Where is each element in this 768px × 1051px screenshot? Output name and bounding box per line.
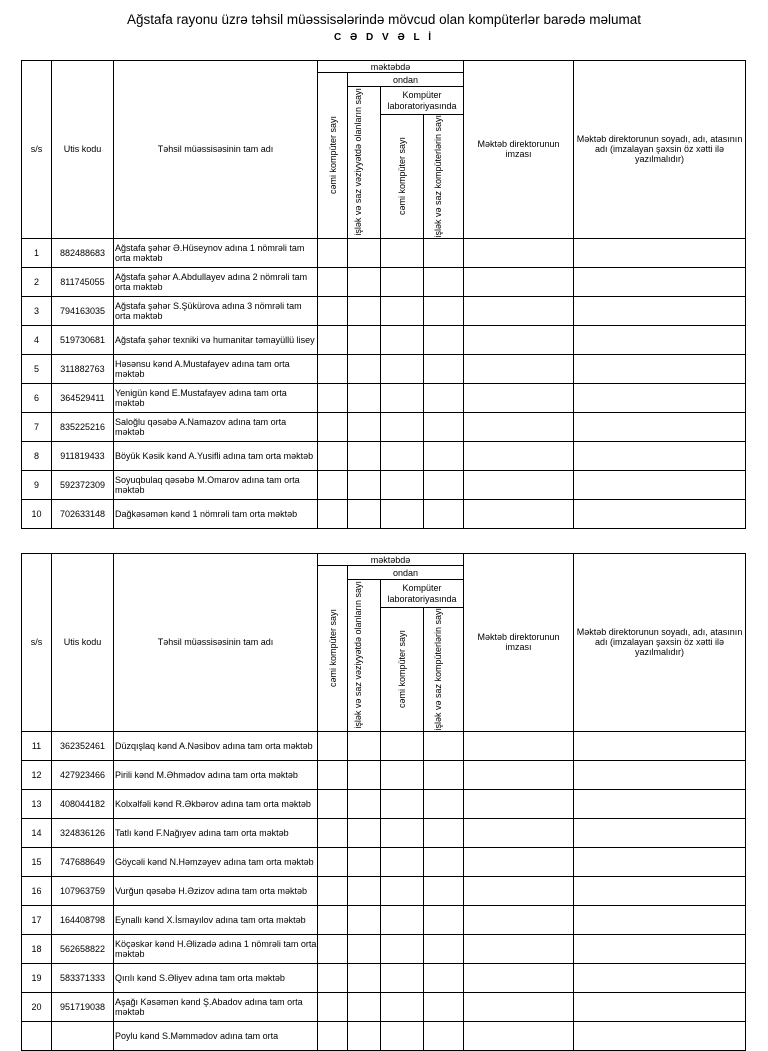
header-lab-total: cəmi kompüter sayı: [381, 115, 424, 239]
utis-code: 427923466: [52, 760, 114, 789]
director-signature-cell: [464, 760, 574, 789]
lab-working-cell: [424, 818, 464, 847]
director-fullname-cell: [574, 470, 746, 499]
total-computers-cell: [318, 963, 348, 992]
lab-total-cell: [381, 876, 424, 905]
header-lab-working: işlək və saz kompüterlərin sayı: [424, 608, 464, 732]
lab-working-cell: [424, 789, 464, 818]
row-number: 19: [22, 963, 52, 992]
lab-total-cell: [381, 296, 424, 325]
lab-working-cell: [424, 731, 464, 760]
director-fullname-cell: [574, 383, 746, 412]
table-row: [22, 876, 746, 905]
working-computers-cell: [348, 441, 381, 470]
lab-working-cell: [424, 1021, 464, 1050]
institution-name: Aşağı Kəsəmən kənd Ş.Abadov adına tam orta məktəb: [114, 992, 318, 1021]
total-computers-cell: [318, 383, 348, 412]
institution-name: Yenigün kənd E.Mustafayev adına tam orta məktəb: [114, 383, 318, 412]
lab-working-cell: [424, 441, 464, 470]
row-number: 20: [22, 992, 52, 1021]
table-row: [22, 354, 746, 383]
director-signature-cell: [464, 441, 574, 470]
director-signature-cell: [464, 383, 574, 412]
total-computers-cell: [318, 818, 348, 847]
working-computers-cell: [348, 731, 381, 760]
lab-total-cell: [381, 731, 424, 760]
row-number: 17: [22, 905, 52, 934]
table-row: [22, 789, 746, 818]
institution-name: Düzqışlaq kənd A.Nəsibov adına tam orta məktəb: [114, 731, 318, 760]
utis-code: 562658822: [52, 934, 114, 963]
director-signature-cell: [464, 818, 574, 847]
header-lab-working: işlək və saz kompüterlərin sayı: [424, 115, 464, 239]
working-computers-cell: [348, 238, 381, 267]
table-row: [22, 905, 746, 934]
director-signature-cell: [464, 412, 574, 441]
working-computers-cell: [348, 934, 381, 963]
director-fullname-cell: [574, 296, 746, 325]
row-number: 11: [22, 731, 52, 760]
institution-name: Dağkəsəmən kənd 1 nömrəli tam orta məktəb: [114, 499, 318, 528]
working-computers-cell: [348, 963, 381, 992]
working-computers-cell: [348, 876, 381, 905]
row-number: 13: [22, 789, 52, 818]
director-fullname-cell: [574, 267, 746, 296]
total-computers-cell: [318, 325, 348, 354]
lab-working-cell: [424, 499, 464, 528]
table-row: [22, 818, 746, 847]
director-fullname-cell: [574, 818, 746, 847]
institution-name: Həsənsu kənd A.Mustafayev adına tam orta məktəb: [114, 354, 318, 383]
institution-name: Böyük Kəsik kənd A.Yusifli adına tam orta məktəb: [114, 441, 318, 470]
lab-total-cell: [381, 1021, 424, 1050]
director-signature-cell: [464, 731, 574, 760]
working-computers-cell: [348, 354, 381, 383]
working-computers-cell: [348, 1021, 381, 1050]
utis-code: 747688649: [52, 847, 114, 876]
header-computer-lab: Kompüter laboratoriyasında: [381, 580, 464, 608]
row-number: 5: [22, 354, 52, 383]
lab-working-cell: [424, 354, 464, 383]
director-signature-cell: [464, 992, 574, 1021]
table-row: [22, 296, 746, 325]
director-signature-cell: [464, 789, 574, 818]
utis-code: 794163035: [52, 296, 114, 325]
working-computers-cell: [348, 325, 381, 354]
director-signature-cell: [464, 847, 574, 876]
director-fullname-cell: [574, 499, 746, 528]
director-fullname-cell: [574, 934, 746, 963]
total-computers-cell: [318, 412, 348, 441]
header-at-school: məktəbdə: [318, 61, 464, 73]
director-signature-cell: [464, 325, 574, 354]
director-fullname-cell: [574, 412, 746, 441]
utis-code: 408044182: [52, 789, 114, 818]
working-computers-cell: [348, 470, 381, 499]
header-lab-total: cəmi kompüter sayı: [381, 608, 424, 732]
total-computers-cell: [318, 441, 348, 470]
institution-name: Qırılı kənd S.Əliyev adına tam orta məktəb: [114, 963, 318, 992]
institution-name: Ağstafa şəhər S.Şükürova adına 3 nömrəli tam orta məktəb: [114, 296, 318, 325]
utis-code: 811745055: [52, 267, 114, 296]
table-row: [22, 992, 746, 1021]
utis-code: 324836126: [52, 818, 114, 847]
header-at-school: məktəbdə: [318, 554, 464, 566]
row-number: 9: [22, 470, 52, 499]
table-row: [22, 383, 746, 412]
computers-table-2: [21, 553, 746, 1051]
document-title: Ağstafa rayonu üzrə təhsil müəssisələrində mövcud olan kompüterlər barədə məlumat: [126, 12, 641, 27]
total-computers-cell: [318, 1021, 348, 1050]
director-signature-cell: [464, 1021, 574, 1050]
lab-total-cell: [381, 934, 424, 963]
lab-total-cell: [381, 470, 424, 499]
total-computers-cell: [318, 934, 348, 963]
director-signature-cell: [464, 238, 574, 267]
lab-working-cell: [424, 267, 464, 296]
table-row: [22, 731, 746, 760]
header-ss: s/s: [22, 61, 52, 239]
total-computers-cell: [318, 905, 348, 934]
header-institution-name: Təhsil müəssisəsinin tam adı: [114, 554, 318, 732]
working-computers-cell: [348, 296, 381, 325]
total-computers-cell: [318, 296, 348, 325]
row-number: [22, 1021, 52, 1050]
institution-name: Pirili kənd M.Əhmədov adına tam orta məktəb: [114, 760, 318, 789]
row-number: 2: [22, 267, 52, 296]
lab-total-cell: [381, 499, 424, 528]
header-utis-code: Utis kodu: [52, 554, 114, 732]
institution-name: Saloğlu qəsəbə A.Namazov adına tam orta məktəb: [114, 412, 318, 441]
total-computers-cell: [318, 238, 348, 267]
table-row: [22, 412, 746, 441]
institution-name: Eynallı kənd X.İsmayılov adına tam orta məktəb: [114, 905, 318, 934]
director-signature-cell: [464, 963, 574, 992]
header-working-computers: işlək və saz vəziyyətdə olanların sayı: [348, 87, 381, 239]
header-computer-lab: Kompüter laboratoriyasında: [381, 87, 464, 115]
total-computers-cell: [318, 499, 348, 528]
row-number: 14: [22, 818, 52, 847]
table-row: [22, 499, 746, 528]
header-of-which: ondan: [348, 73, 464, 87]
utis-code: 592372309: [52, 470, 114, 499]
header-ss: s/s: [22, 554, 52, 732]
lab-working-cell: [424, 992, 464, 1021]
institution-name: Tatlı kənd F.Nağıyev adına tam orta məktəb: [114, 818, 318, 847]
director-signature-cell: [464, 934, 574, 963]
utis-code: 702633148: [52, 499, 114, 528]
utis-code: 362352461: [52, 731, 114, 760]
table-row: [22, 934, 746, 963]
working-computers-cell: [348, 383, 381, 412]
director-signature-cell: [464, 499, 574, 528]
total-computers-cell: [318, 267, 348, 296]
total-computers-cell: [318, 760, 348, 789]
header-director-fullname: Məktəb direktorunun soyadı, adı, atasının adı (imzalayan şəxsin öz xətti ilə yazılmalıdır): [574, 61, 746, 239]
director-fullname-cell: [574, 905, 746, 934]
lab-total-cell: [381, 441, 424, 470]
lab-total-cell: [381, 963, 424, 992]
lab-working-cell: [424, 325, 464, 354]
working-computers-cell: [348, 905, 381, 934]
director-signature-cell: [464, 354, 574, 383]
director-signature-cell: [464, 470, 574, 499]
total-computers-cell: [318, 354, 348, 383]
computers-table-1: [21, 60, 746, 529]
header-total-computers: cəmi kompüter sayı: [318, 566, 348, 732]
total-computers-cell: [318, 470, 348, 499]
lab-working-cell: [424, 238, 464, 267]
utis-code: 164408798: [52, 905, 114, 934]
table-row: [22, 470, 746, 499]
row-number: 18: [22, 934, 52, 963]
lab-total-cell: [381, 267, 424, 296]
working-computers-cell: [348, 499, 381, 528]
institution-name: Vurğun qəsəbə H.Əzizov adına tam orta məktəb: [114, 876, 318, 905]
utis-code: 364529411: [52, 383, 114, 412]
institution-name: Ağstafa şəhər texniki və humanitar təmayüllü lisey: [114, 325, 318, 354]
total-computers-cell: [318, 876, 348, 905]
lab-total-cell: [381, 412, 424, 441]
director-fullname-cell: [574, 354, 746, 383]
lab-total-cell: [381, 325, 424, 354]
director-fullname-cell: [574, 441, 746, 470]
lab-total-cell: [381, 992, 424, 1021]
working-computers-cell: [348, 847, 381, 876]
director-fullname-cell: [574, 731, 746, 760]
header-of-which: ondan: [348, 566, 464, 580]
director-signature-cell: [464, 267, 574, 296]
lab-total-cell: [381, 818, 424, 847]
lab-total-cell: [381, 760, 424, 789]
total-computers-cell: [318, 789, 348, 818]
header-director-fullname: Məktəb direktorunun soyadı, adı, atasının adı (imzalayan şəxsin öz xətti ilə yazılmalıdır): [574, 554, 746, 732]
utis-code: 311882763: [52, 354, 114, 383]
total-computers-cell: [318, 992, 348, 1021]
lab-working-cell: [424, 847, 464, 876]
row-number: 1: [22, 238, 52, 267]
working-computers-cell: [348, 412, 381, 441]
lab-working-cell: [424, 760, 464, 789]
table-row: [22, 847, 746, 876]
working-computers-cell: [348, 789, 381, 818]
utis-code: [52, 1021, 114, 1050]
row-number: 7: [22, 412, 52, 441]
lab-working-cell: [424, 296, 464, 325]
institution-name: Göycəli kənd N.Həmzəyev adına tam orta məktəb: [114, 847, 318, 876]
table-row: [22, 238, 746, 267]
header-director-signature: Məktəb direktorunun imzası: [464, 61, 574, 239]
header-utis-code: Utis kodu: [52, 61, 114, 239]
total-computers-cell: [318, 731, 348, 760]
lab-working-cell: [424, 412, 464, 441]
utis-code: 911819433: [52, 441, 114, 470]
row-number: 15: [22, 847, 52, 876]
lab-total-cell: [381, 383, 424, 412]
institution-name: Köçəskər kənd H.Əlizadə adına 1 nömrəli tam orta məktəb: [114, 934, 318, 963]
lab-total-cell: [381, 354, 424, 383]
table-row: [22, 1021, 746, 1050]
table-row: [22, 441, 746, 470]
utis-code: 583371333: [52, 963, 114, 992]
working-computers-cell: [348, 818, 381, 847]
institution-name: Soyuqbulaq qəsəbə M.Omarov adına tam orta məktəb: [114, 470, 318, 499]
lab-working-cell: [424, 963, 464, 992]
director-fullname-cell: [574, 760, 746, 789]
document-subtitle: C Ə D V Ə L İ: [333, 32, 434, 43]
institution-name: Kolxəlfəli kənd R.Əkbərov adına tam orta məktəb: [114, 789, 318, 818]
lab-working-cell: [424, 876, 464, 905]
director-signature-cell: [464, 876, 574, 905]
director-signature-cell: [464, 296, 574, 325]
utis-code: 951719038: [52, 992, 114, 1021]
utis-code: 882488683: [52, 238, 114, 267]
table-row: [22, 325, 746, 354]
lab-total-cell: [381, 238, 424, 267]
director-fullname-cell: [574, 238, 746, 267]
director-fullname-cell: [574, 992, 746, 1021]
header-total-computers: cəmi kompüter sayı: [318, 73, 348, 239]
row-number: 8: [22, 441, 52, 470]
director-fullname-cell: [574, 325, 746, 354]
header-institution-name: Təhsil müəssisəsinin tam adı: [114, 61, 318, 239]
utis-code: 519730681: [52, 325, 114, 354]
total-computers-cell: [318, 847, 348, 876]
director-fullname-cell: [574, 963, 746, 992]
institution-name: Poylu kənd S.Məmmədov adına tam orta: [114, 1021, 318, 1050]
director-fullname-cell: [574, 876, 746, 905]
row-number: 3: [22, 296, 52, 325]
header-director-signature: Məktəb direktorunun imzası: [464, 554, 574, 732]
table-row: [22, 963, 746, 992]
utis-code: 835225216: [52, 412, 114, 441]
lab-working-cell: [424, 905, 464, 934]
table-row: [22, 760, 746, 789]
row-number: 12: [22, 760, 52, 789]
row-number: 6: [22, 383, 52, 412]
lab-total-cell: [381, 847, 424, 876]
lab-working-cell: [424, 383, 464, 412]
lab-total-cell: [381, 789, 424, 818]
working-computers-cell: [348, 267, 381, 296]
director-fullname-cell: [574, 789, 746, 818]
director-signature-cell: [464, 905, 574, 934]
table-row: [22, 267, 746, 296]
working-computers-cell: [348, 760, 381, 789]
row-number: 10: [22, 499, 52, 528]
lab-total-cell: [381, 905, 424, 934]
utis-code: 107963759: [52, 876, 114, 905]
director-fullname-cell: [574, 1021, 746, 1050]
row-number: 16: [22, 876, 52, 905]
institution-name: Ağstafa şəhər A.Abdullayev adına 2 nömrəli tam orta məktəb: [114, 267, 318, 296]
lab-working-cell: [424, 470, 464, 499]
working-computers-cell: [348, 992, 381, 1021]
lab-working-cell: [424, 934, 464, 963]
institution-name: Ağstafa şəhər Ə.Hüseynov adına 1 nömrəli tam orta məktəb: [114, 238, 318, 267]
header-working-computers: işlək və saz vəziyyətdə olanların sayı: [348, 580, 381, 732]
director-fullname-cell: [574, 847, 746, 876]
row-number: 4: [22, 325, 52, 354]
